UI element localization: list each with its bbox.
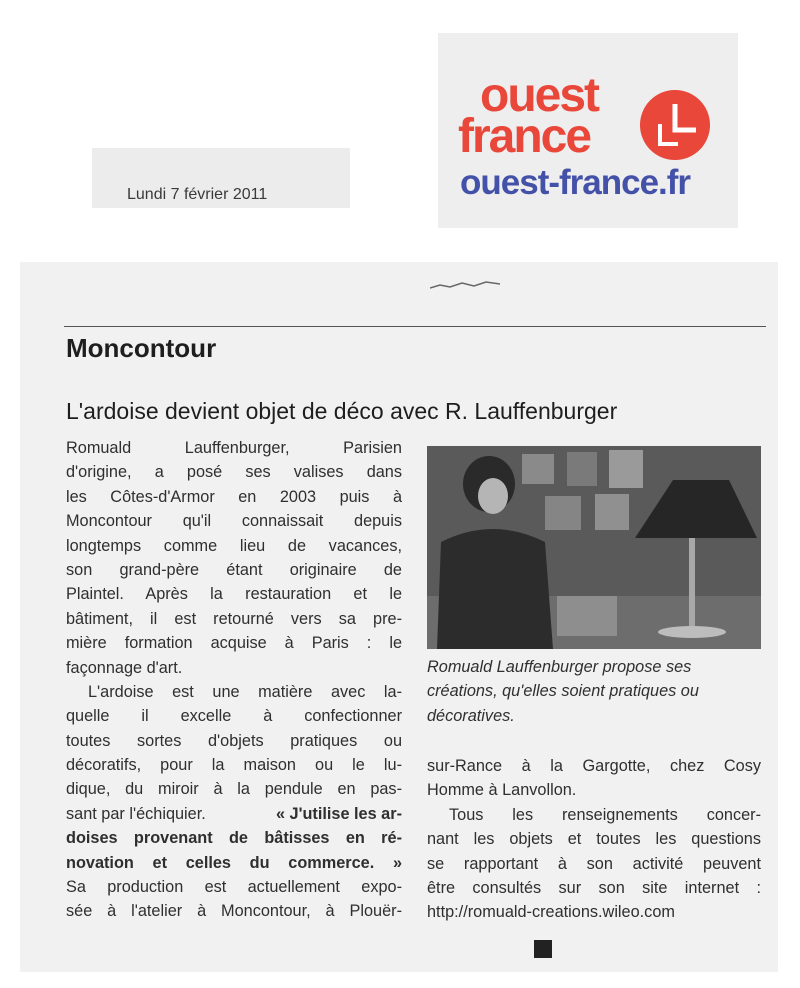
body-line: sée à l'atelier à Moncontour, à Plouër- [66,902,402,921]
body-line: être consultés sur son site internet : [427,878,761,897]
article-headline: L'ardoise devient objet de déco avec R. Lauffenburger [66,398,618,424]
body-line: les Côtes-d'Armor en 2003 puis à [66,487,402,506]
caption-line: créations, qu'elles soient pratiques ou [427,682,699,701]
logo-emblem-icon [640,90,710,160]
body-line: Homme à Lanvollon. [427,781,577,800]
body-line: d'origine, a posé ses valises dans [66,463,402,482]
body-line: Romuald Lauffenburger, Parisien [66,439,402,457]
body-line: toutes sortes d'objets pratiques ou [66,731,402,750]
body-line: Moncontour qu'il connaissait depuis [66,512,402,531]
torn-edge-mark [430,280,500,292]
logo-word-ouest: ouest [480,69,599,122]
body-line: quelle il excelle à confectionner [66,707,402,726]
quote-line: doises provenant de bâtisses en ré- [66,829,402,848]
section-title: Moncontour [66,333,217,363]
body-line: décoratifs, pour la maison ou le lu- [66,756,402,775]
logo-url: ouest-france.fr [460,163,691,202]
photo-scene [427,446,761,649]
quote-text: « J'utilise les ar- [275,804,402,823]
logo-word-france: france [458,110,591,163]
body-line: longtemps comme lieu de vacances, [66,536,402,555]
caption-line: Romuald Lauffenburger propose ses [427,658,692,676]
body-line: Tous les renseignements concer- [449,805,761,824]
body-line: Sa production est actuellement expo- [66,878,402,897]
article-body-right [427,754,761,925]
body-line [66,802,402,826]
body-line: L'ardoise est une matière avec la- [88,682,402,701]
photo-caption [427,655,761,728]
caption-line: décoratives. [427,706,515,725]
article-photo [427,446,761,649]
section-rule [64,326,766,327]
body-line: se rapportant à son activité peuvent [427,854,761,873]
body-line: Plaintel. Après la restauration et le [66,585,402,604]
body-line: sur-Rance à la Gargotte, chez Cosy [427,757,761,775]
body-line: mière formation acquise à Paris : le [66,634,402,653]
publication-date: Lundi 7 février 2011 [127,186,268,203]
body-line: son grand-père étant originaire de [66,560,402,579]
quote-line: novation et celles du commerce. » [66,853,402,872]
logo-emblem-mark [640,90,710,160]
article-body-left [66,436,402,924]
body-line: nant les objets et toutes les questions [427,830,761,849]
end-of-article-mark [534,940,552,958]
body-line: bâtiment, il est retourné vers sa pre- [66,609,402,628]
body-line-text: sant par l'échiquier. [66,804,206,823]
body-line: dique, du miroir à la pendule en pas- [66,780,402,799]
website-link-text: http://romuald-creations.wileo.com [427,903,675,922]
body-line: façonnage d'art. [66,658,183,677]
